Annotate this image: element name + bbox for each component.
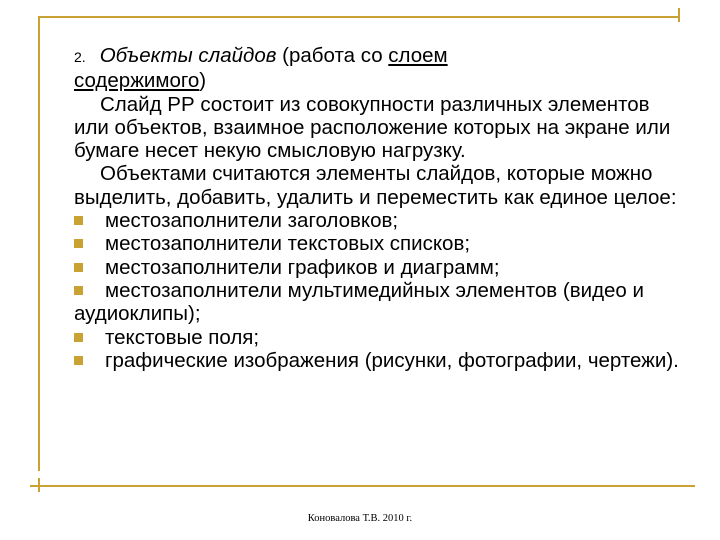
list-item-text: местозаполнители заголовков; (105, 209, 399, 233)
list-item-text: местозаполнители текстовых списков; (105, 232, 471, 256)
list-item (74, 279, 689, 326)
list-item (74, 232, 689, 255)
list-item (74, 349, 689, 372)
heading-text-before-link: (работа со (276, 44, 389, 67)
heading-link-part-1[interactable]: слоем (388, 44, 448, 67)
square-bullet-icon (74, 286, 83, 295)
list-item (74, 326, 689, 349)
heading-number: 2. (74, 49, 86, 65)
heading-text-after-link: ) (199, 69, 207, 93)
heading-link-part-2[interactable]: содержимого (74, 69, 200, 93)
list-item-text: текстовые поля; (105, 325, 260, 349)
list-item-text: местозаполнители мультимедийных элементов (видео и аудиоклипы); (74, 278, 644, 326)
list-item (74, 256, 689, 279)
frame-bottom-tick (38, 478, 40, 492)
square-bullet-icon (74, 216, 83, 225)
frame-right-tick (678, 8, 680, 22)
frame-left-line (38, 16, 40, 471)
list-item-text: местозаполнители графиков и диаграмм; (105, 255, 500, 279)
frame-bottom-line (30, 485, 695, 487)
list-item-text: графические изображения (рисунки, фотографии, чертежи). (105, 348, 679, 372)
slide-footer: Коновалова Т.В. 2010 г. (307, 513, 413, 524)
list-item (74, 209, 689, 232)
slide-content (74, 44, 689, 372)
paragraph-1: Слайд РР состоит из совокупности различных элементов или объектов, взаимное расположение которых на экране или бумаге несет некую смысловую нагрузку. (74, 92, 671, 163)
square-bullet-icon (74, 356, 83, 365)
slide-heading (74, 44, 689, 93)
objects-list (74, 209, 689, 372)
square-bullet-icon (74, 263, 83, 272)
frame-top-line (38, 16, 680, 18)
square-bullet-icon (74, 239, 83, 248)
square-bullet-icon (74, 333, 83, 342)
heading-title: Объекты слайдов (99, 44, 277, 67)
paragraph-2: Объектами считаются элементы слайдов, которые можно выделить, добавить, удалить и переместить как единое целое: (74, 162, 677, 209)
